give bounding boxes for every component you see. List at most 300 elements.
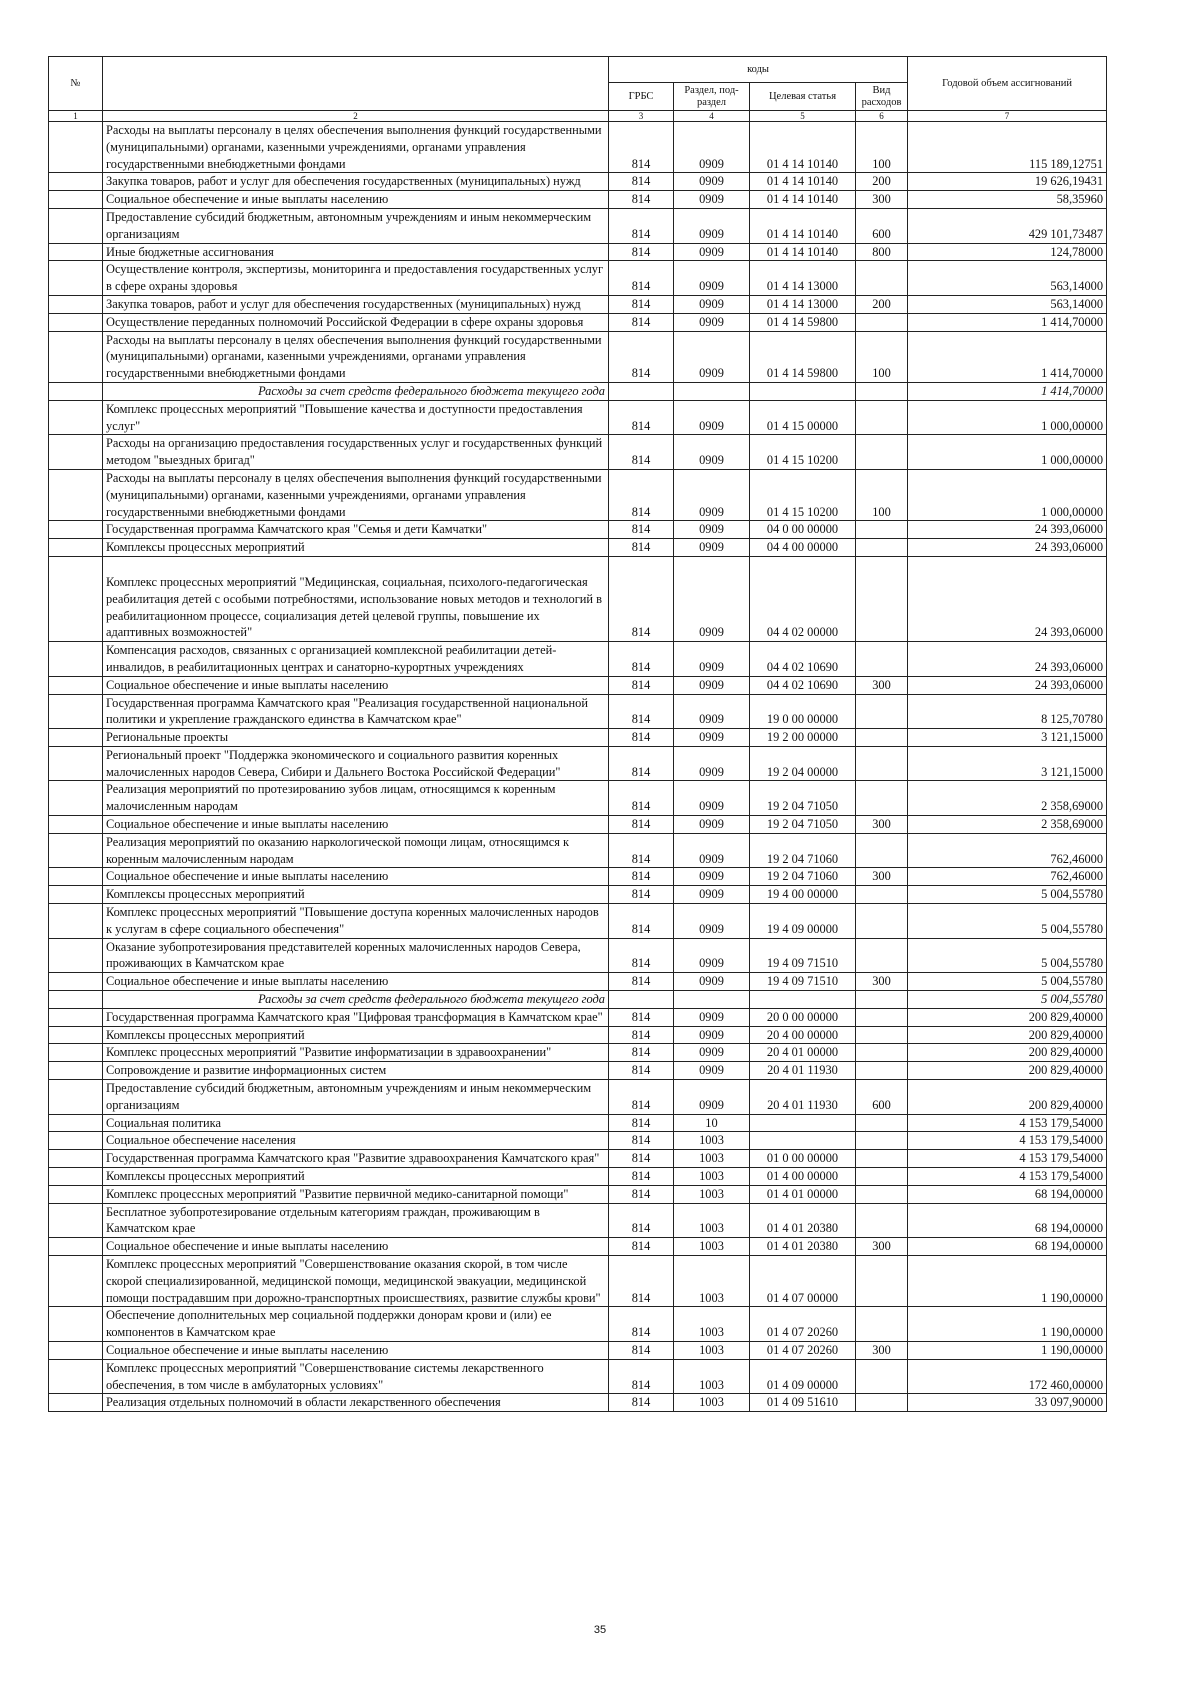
row-amount-cell: 3 121,15000: [908, 729, 1107, 747]
row-grbs-cell: 814: [609, 243, 674, 261]
row-section-cell: 0909: [674, 833, 750, 868]
row-target-cell: 19 2 04 00000: [750, 746, 856, 781]
row-target-cell: 04 4 02 10690: [750, 676, 856, 694]
table-header: [49, 57, 1107, 122]
row-expense-type-cell: 100: [856, 469, 908, 520]
row-target-cell: [750, 991, 856, 1009]
row-amount-cell: 24 393,06000: [908, 556, 1107, 641]
row-target-cell: 01 4 14 13000: [750, 261, 856, 296]
row-num-cell: [49, 295, 103, 313]
row-section-cell: 1003: [674, 1185, 750, 1203]
row-name-cell: Комплекс процессных мероприятий "Совершенствование системы лекарственного обеспечения, в том числе в амбулаторных условиях": [103, 1359, 609, 1394]
row-section-cell: 0909: [674, 729, 750, 747]
table-row: [49, 331, 1107, 382]
table-row: [49, 1185, 1107, 1203]
row-num-cell: [49, 539, 103, 557]
row-num-cell: [49, 642, 103, 677]
row-num-cell: [49, 1341, 103, 1359]
row-expense-type-cell: [856, 1008, 908, 1026]
row-target-cell: 01 4 14 59800: [750, 313, 856, 331]
row-num-cell: [49, 382, 103, 400]
row-name-cell: Государственная программа Камчатского края "Семья и дети Камчатки": [103, 521, 609, 539]
table-row: [49, 1132, 1107, 1150]
table-subrow: [49, 382, 1107, 400]
table-row: [49, 1203, 1107, 1238]
table-row: [49, 539, 1107, 557]
row-target-cell: 01 4 09 51610: [750, 1394, 856, 1412]
row-num-cell: [49, 694, 103, 729]
row-section-cell: 1003: [674, 1394, 750, 1412]
row-expense-type-cell: [856, 1132, 908, 1150]
row-amount-cell: 5 004,55780: [908, 886, 1107, 904]
row-expense-type-cell: [856, 938, 908, 973]
row-grbs-cell: 814: [609, 556, 674, 641]
row-section-cell: 0909: [674, 261, 750, 296]
row-name-cell: Расходы на организацию предоставления государственных услуг и государственных функций методом "выездных бригад": [103, 435, 609, 470]
row-amount-cell: 1 000,00000: [908, 400, 1107, 435]
table-row: [49, 1238, 1107, 1256]
row-name-cell: Расходы на выплаты персоналу в целях обеспечения выполнения функций государственными (муниципальными) органами, казенными учреждениями, органами управления государственными внебюджетными фондами: [103, 122, 609, 173]
row-name-cell: Государственная программа Камчатского края "Развитие здравоохранения Камчатского края": [103, 1150, 609, 1168]
row-name-cell: Расходы на выплаты персоналу в целях обеспечения выполнения функций государственными (муниципальными) органами, казенными учреждениями, органами управления государственными внебюджетными фондами: [103, 469, 609, 520]
row-expense-type-cell: [856, 729, 908, 747]
row-num-cell: [49, 122, 103, 173]
row-expense-type-cell: [856, 1185, 908, 1203]
row-grbs-cell: 814: [609, 1062, 674, 1080]
row-name-cell: Комплексы процессных мероприятий: [103, 1168, 609, 1186]
row-num-cell: [49, 173, 103, 191]
row-num-cell: [49, 1026, 103, 1044]
row-expense-type-cell: 200: [856, 173, 908, 191]
row-grbs-cell: 814: [609, 1150, 674, 1168]
row-num-cell: [49, 469, 103, 520]
row-expense-type-cell: [856, 886, 908, 904]
row-amount-cell: 8 125,70780: [908, 694, 1107, 729]
row-expense-type-cell: 200: [856, 295, 908, 313]
col-number-3: 3: [609, 111, 674, 122]
row-section-cell: 1003: [674, 1132, 750, 1150]
row-target-cell: 01 4 07 20260: [750, 1307, 856, 1342]
row-target-cell: 01 4 14 59800: [750, 331, 856, 382]
row-target-cell: 04 4 00 00000: [750, 539, 856, 557]
row-name-cell: Социальное обеспечение и иные выплаты населению: [103, 1238, 609, 1256]
header-num: №: [49, 57, 103, 111]
row-grbs-cell: 814: [609, 868, 674, 886]
row-expense-type-cell: [856, 833, 908, 868]
row-section-cell: 0909: [674, 243, 750, 261]
row-grbs-cell: 814: [609, 904, 674, 939]
row-num-cell: [49, 1256, 103, 1307]
row-expense-type-cell: [856, 1168, 908, 1186]
row-name-cell: Обеспечение дополнительных мер социальной поддержки донорам крови и (или) ее компонентов в Камчатском крае: [103, 1307, 609, 1342]
row-name-cell: Комплекс процессных мероприятий "Повышение доступа коренных малочисленных народов к услугам в сфере социального обеспечения": [103, 904, 609, 939]
row-grbs-cell: 814: [609, 1168, 674, 1186]
row-section-cell: 1003: [674, 1341, 750, 1359]
row-name-cell: Комплекс процессных мероприятий "Развитие информатизации в здравоохранении": [103, 1044, 609, 1062]
row-name-cell: Расходы за счет средств федерального бюджета текущего года: [103, 991, 609, 1009]
row-expense-type-cell: [856, 382, 908, 400]
table-row: [49, 1256, 1107, 1307]
row-grbs-cell: 814: [609, 1114, 674, 1132]
table-row: [49, 1062, 1107, 1080]
table-row: [49, 243, 1107, 261]
row-target-cell: 01 0 00 00000: [750, 1150, 856, 1168]
row-target-cell: 01 4 07 20260: [750, 1341, 856, 1359]
table-row: [49, 729, 1107, 747]
table-row: [49, 313, 1107, 331]
row-grbs-cell: 814: [609, 122, 674, 173]
row-target-cell: 19 4 00 00000: [750, 886, 856, 904]
row-num-cell: [49, 833, 103, 868]
row-section-cell: 0909: [674, 904, 750, 939]
row-name-cell: Социальное обеспечение и иные выплаты населению: [103, 868, 609, 886]
row-grbs-cell: 814: [609, 400, 674, 435]
row-grbs-cell: 814: [609, 1359, 674, 1394]
row-grbs-cell: 814: [609, 261, 674, 296]
row-name-cell: Социальное обеспечение и иные выплаты населению: [103, 676, 609, 694]
row-section-cell: 1003: [674, 1307, 750, 1342]
row-name-cell: Комплекс процессных мероприятий "Медицинская, социальная, психолого-педагогическая реабилитация детей с особыми потребностями, использование новых методов и технологий в реабилитационном процессе, социализация детей целевой группы, повышение их адаптивных возможностей": [103, 556, 609, 641]
row-section-cell: 1003: [674, 1203, 750, 1238]
row-num-cell: [49, 435, 103, 470]
row-amount-cell: 200 829,40000: [908, 1062, 1107, 1080]
row-section-cell: 0909: [674, 400, 750, 435]
row-num-cell: [49, 1044, 103, 1062]
row-amount-cell: 68 194,00000: [908, 1238, 1107, 1256]
row-amount-cell: 200 829,40000: [908, 1080, 1107, 1115]
row-amount-cell: 3 121,15000: [908, 746, 1107, 781]
row-target-cell: 01 4 14 10140: [750, 208, 856, 243]
row-num-cell: [49, 886, 103, 904]
col-number-1: 1: [49, 111, 103, 122]
row-name-cell: Комплекс процессных мероприятий "Повышение качества и доступности предоставления услуг": [103, 400, 609, 435]
row-target-cell: 19 2 04 71050: [750, 816, 856, 834]
row-expense-type-cell: [856, 435, 908, 470]
row-amount-cell: 1 000,00000: [908, 435, 1107, 470]
row-amount-cell: 1 414,70000: [908, 313, 1107, 331]
row-target-cell: 01 4 07 00000: [750, 1256, 856, 1307]
row-amount-cell: 4 153 179,54000: [908, 1168, 1107, 1186]
row-amount-cell: 762,46000: [908, 833, 1107, 868]
table-row: [49, 642, 1107, 677]
table-row: [49, 122, 1107, 173]
table-row: [49, 1341, 1107, 1359]
row-grbs-cell: 814: [609, 833, 674, 868]
row-amount-cell: 1 190,00000: [908, 1341, 1107, 1359]
row-expense-type-cell: 300: [856, 1238, 908, 1256]
row-grbs-cell: 814: [609, 676, 674, 694]
row-num-cell: [49, 1307, 103, 1342]
row-expense-type-cell: 600: [856, 208, 908, 243]
row-section-cell: 1003: [674, 1256, 750, 1307]
header-section: Раздел, под-раздел: [674, 83, 750, 111]
row-num-cell: [49, 868, 103, 886]
row-expense-type-cell: 300: [856, 191, 908, 209]
row-target-cell: 20 0 00 00000: [750, 1008, 856, 1026]
row-amount-cell: 68 194,00000: [908, 1203, 1107, 1238]
row-num-cell: [49, 1132, 103, 1150]
row-section-cell: 0909: [674, 694, 750, 729]
row-section-cell: 0909: [674, 1044, 750, 1062]
row-target-cell: 04 0 00 00000: [750, 521, 856, 539]
row-name-cell: Комплекс процессных мероприятий "Совершенствование оказания скорой, в том числе скорой специализированной, медицинской помощи, медицинской эвакуации, медицинской помощи пострадавшим при дорожно-транспортных происшествиях, развитие службы крови": [103, 1256, 609, 1307]
row-name-cell: Социальная политика: [103, 1114, 609, 1132]
row-target-cell: 01 4 14 10140: [750, 173, 856, 191]
row-target-cell: 19 4 09 71510: [750, 973, 856, 991]
row-target-cell: 19 4 09 00000: [750, 904, 856, 939]
row-amount-cell: 563,14000: [908, 295, 1107, 313]
row-grbs-cell: 814: [609, 781, 674, 816]
row-num-cell: [49, 1185, 103, 1203]
row-amount-cell: 762,46000: [908, 868, 1107, 886]
row-amount-cell: 172 460,00000: [908, 1359, 1107, 1394]
row-expense-type-cell: 300: [856, 676, 908, 694]
row-expense-type-cell: 100: [856, 331, 908, 382]
row-grbs-cell: 814: [609, 331, 674, 382]
row-name-cell: Сопровождение и развитие информационных систем: [103, 1062, 609, 1080]
table-body: [49, 122, 1107, 1412]
page-number: 35: [593, 1624, 607, 1636]
row-grbs-cell: [609, 382, 674, 400]
row-expense-type-cell: [856, 400, 908, 435]
row-expense-type-cell: [856, 642, 908, 677]
row-num-cell: [49, 746, 103, 781]
table-row: [49, 904, 1107, 939]
row-expense-type-cell: [856, 694, 908, 729]
row-name-cell: Социальное обеспечение населения: [103, 1132, 609, 1150]
row-target-cell: 19 2 04 71060: [750, 833, 856, 868]
row-num-cell: [49, 208, 103, 243]
table-row: [49, 816, 1107, 834]
row-expense-type-cell: 300: [856, 868, 908, 886]
header-codes: коды: [609, 57, 908, 83]
row-num-cell: [49, 1080, 103, 1115]
row-num-cell: [49, 261, 103, 296]
table-row: [49, 1008, 1107, 1026]
row-grbs-cell: 814: [609, 1008, 674, 1026]
row-name-cell: Предоставление субсидий бюджетным, автономным учреждениям и иным некоммерческим организациям: [103, 1080, 609, 1115]
row-expense-type-cell: [856, 1150, 908, 1168]
row-grbs-cell: 814: [609, 521, 674, 539]
row-grbs-cell: 814: [609, 1080, 674, 1115]
row-section-cell: 0909: [674, 556, 750, 641]
table-row: [49, 400, 1107, 435]
col-number-5: 5: [750, 111, 856, 122]
row-expense-type-cell: [856, 1394, 908, 1412]
row-section-cell: 0909: [674, 642, 750, 677]
row-num-cell: [49, 1150, 103, 1168]
header-amount: Годовой объем ассигнований: [908, 57, 1107, 111]
row-grbs-cell: 814: [609, 1307, 674, 1342]
row-target-cell: 01 4 09 00000: [750, 1359, 856, 1394]
row-amount-cell: 1 190,00000: [908, 1307, 1107, 1342]
row-amount-cell: 4 153 179,54000: [908, 1132, 1107, 1150]
row-section-cell: 0909: [674, 746, 750, 781]
col-number-4: 4: [674, 111, 750, 122]
row-num-cell: [49, 904, 103, 939]
row-expense-type-cell: [856, 539, 908, 557]
row-section-cell: 0909: [674, 1008, 750, 1026]
row-num-cell: [49, 729, 103, 747]
row-expense-type-cell: [856, 991, 908, 1009]
row-section-cell: 0909: [674, 1080, 750, 1115]
row-expense-type-cell: 300: [856, 1341, 908, 1359]
row-section-cell: 0909: [674, 469, 750, 520]
table-row: [49, 261, 1107, 296]
row-section-cell: 0909: [674, 781, 750, 816]
row-num-cell: [49, 400, 103, 435]
row-grbs-cell: 814: [609, 1132, 674, 1150]
row-name-cell: Осуществление контроля, экспертизы, мониторинга и предоставления государственных услуг в сфере охраны здоровья: [103, 261, 609, 296]
row-name-cell: Реализация мероприятий по оказанию наркологической помощи лицам, относящимся к коренным малочисленным народам: [103, 833, 609, 868]
row-grbs-cell: 814: [609, 816, 674, 834]
row-grbs-cell: 814: [609, 694, 674, 729]
row-expense-type-cell: 100: [856, 122, 908, 173]
row-target-cell: 01 4 14 10140: [750, 122, 856, 173]
row-num-cell: [49, 331, 103, 382]
row-num-cell: [49, 1114, 103, 1132]
row-amount-cell: 2 358,69000: [908, 781, 1107, 816]
row-section-cell: 0909: [674, 521, 750, 539]
row-amount-cell: 24 393,06000: [908, 521, 1107, 539]
row-expense-type-cell: 600: [856, 1080, 908, 1115]
row-grbs-cell: 814: [609, 1341, 674, 1359]
table-row: [49, 1044, 1107, 1062]
row-target-cell: 01 4 15 10200: [750, 469, 856, 520]
row-amount-cell: 5 004,55780: [908, 904, 1107, 939]
table-row: [49, 676, 1107, 694]
row-num-cell: [49, 973, 103, 991]
row-name-cell: Социальное обеспечение и иные выплаты населению: [103, 973, 609, 991]
row-num-cell: [49, 938, 103, 973]
table-row: [49, 295, 1107, 313]
row-expense-type-cell: [856, 261, 908, 296]
table-row: [49, 973, 1107, 991]
row-section-cell: 0909: [674, 868, 750, 886]
row-num-cell: [49, 816, 103, 834]
table-row: [49, 833, 1107, 868]
row-section-cell: 0909: [674, 1026, 750, 1044]
table-row: [49, 469, 1107, 520]
row-name-cell: Предоставление субсидий бюджетным, автономным учреждениям и иным некоммерческим организациям: [103, 208, 609, 243]
row-grbs-cell: 814: [609, 313, 674, 331]
row-amount-cell: 2 358,69000: [908, 816, 1107, 834]
row-name-cell: Закупка товаров, работ и услуг для обеспечения государственных (муниципальных) нужд: [103, 173, 609, 191]
row-amount-cell: 5 004,55780: [908, 973, 1107, 991]
table-row: [49, 1168, 1107, 1186]
table-row: [49, 938, 1107, 973]
row-expense-type-cell: [856, 1307, 908, 1342]
row-grbs-cell: 814: [609, 1394, 674, 1412]
row-target-cell: 01 4 00 00000: [750, 1168, 856, 1186]
row-target-cell: 04 4 02 00000: [750, 556, 856, 641]
row-expense-type-cell: [856, 1114, 908, 1132]
row-section-cell: 1003: [674, 1359, 750, 1394]
row-amount-cell: 1 190,00000: [908, 1256, 1107, 1307]
row-target-cell: 19 4 09 71510: [750, 938, 856, 973]
row-section-cell: 0909: [674, 208, 750, 243]
row-section-cell: 10: [674, 1114, 750, 1132]
row-expense-type-cell: [856, 1044, 908, 1062]
row-expense-type-cell: [856, 556, 908, 641]
row-grbs-cell: 814: [609, 1044, 674, 1062]
row-num-cell: [49, 243, 103, 261]
table-row: [49, 1150, 1107, 1168]
row-section-cell: [674, 991, 750, 1009]
table-row: [49, 208, 1107, 243]
row-name-cell: Государственная программа Камчатского края "Реализация государственной национальной политики и укрепление гражданского единства в Камчатском крае": [103, 694, 609, 729]
row-section-cell: [674, 382, 750, 400]
row-name-cell: Осуществление переданных полномочий Российской Федерации в сфере охраны здоровья: [103, 313, 609, 331]
row-target-cell: 01 4 01 20380: [750, 1203, 856, 1238]
row-num-cell: [49, 1062, 103, 1080]
row-num-cell: [49, 676, 103, 694]
row-num-cell: [49, 1394, 103, 1412]
row-section-cell: 0909: [674, 295, 750, 313]
row-grbs-cell: 814: [609, 1185, 674, 1203]
row-grbs-cell: 814: [609, 729, 674, 747]
row-expense-type-cell: [856, 1203, 908, 1238]
row-name-cell: Социальное обеспечение и иные выплаты населению: [103, 1341, 609, 1359]
row-target-cell: [750, 1114, 856, 1132]
row-num-cell: [49, 1238, 103, 1256]
table-row: [49, 1359, 1107, 1394]
header-name: [103, 57, 609, 111]
row-expense-type-cell: [856, 1256, 908, 1307]
header-expense-type: Вид расходов: [856, 83, 908, 111]
row-num-cell: [49, 1168, 103, 1186]
row-section-cell: 0909: [674, 122, 750, 173]
row-num-cell: [49, 1008, 103, 1026]
row-target-cell: 19 2 04 71060: [750, 868, 856, 886]
table-row: [49, 694, 1107, 729]
row-expense-type-cell: [856, 904, 908, 939]
row-target-cell: 20 4 00 00000: [750, 1026, 856, 1044]
row-target-cell: 01 4 14 10140: [750, 191, 856, 209]
row-expense-type-cell: [856, 521, 908, 539]
row-target-cell: [750, 1132, 856, 1150]
row-grbs-cell: 814: [609, 173, 674, 191]
col-number-2: 2: [103, 111, 609, 122]
row-grbs-cell: 814: [609, 973, 674, 991]
table-row: [49, 1307, 1107, 1342]
row-expense-type-cell: [856, 746, 908, 781]
row-name-cell: Расходы на выплаты персоналу в целях обеспечения выполнения функций государственными (муниципальными) органами, казенными учреждениями, органами управления государственными внебюджетными фондами: [103, 331, 609, 382]
row-num-cell: [49, 313, 103, 331]
row-amount-cell: 24 393,06000: [908, 539, 1107, 557]
row-target-cell: 01 4 14 10140: [750, 243, 856, 261]
row-amount-cell: 1 000,00000: [908, 469, 1107, 520]
table-row: [49, 1080, 1107, 1115]
table-row: [49, 886, 1107, 904]
row-num-cell: [49, 1359, 103, 1394]
table-row: [49, 1114, 1107, 1132]
row-expense-type-cell: 300: [856, 973, 908, 991]
row-grbs-cell: 814: [609, 938, 674, 973]
row-grbs-cell: 814: [609, 886, 674, 904]
row-name-cell: Реализация отдельных полномочий в области лекарственного обеспечения: [103, 1394, 609, 1412]
row-section-cell: 0909: [674, 173, 750, 191]
header-grbs: ГРБС: [609, 83, 674, 111]
row-grbs-cell: 814: [609, 642, 674, 677]
table-row: [49, 781, 1107, 816]
row-expense-type-cell: 300: [856, 816, 908, 834]
row-grbs-cell: 814: [609, 435, 674, 470]
table-row: [49, 868, 1107, 886]
table-row: [49, 191, 1107, 209]
row-name-cell: Компенсация расходов, связанных с организацией комплексной реабилитации детей-инвалидов, в реабилитационных центрах и санаторно-курортных учреждениях: [103, 642, 609, 677]
row-amount-cell: 5 004,55780: [908, 938, 1107, 973]
